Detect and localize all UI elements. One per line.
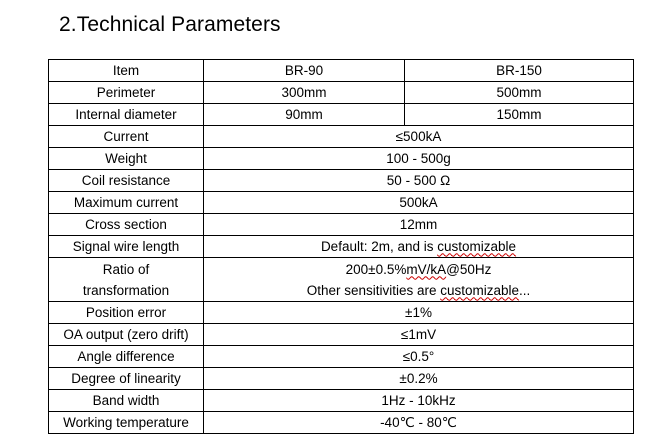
value-text: ... bbox=[519, 282, 531, 298]
label-line: transformation bbox=[82, 282, 170, 298]
value-text: Other sensitivities are bbox=[306, 282, 441, 298]
table-row bbox=[49, 104, 634, 126]
value-line bbox=[204, 280, 633, 301]
table-row bbox=[49, 302, 634, 324]
spellcheck-word: customizable bbox=[440, 282, 520, 298]
row-label: Signal wire length bbox=[49, 236, 204, 258]
value-line bbox=[204, 259, 633, 280]
row-value: 1Hz - 10kHz bbox=[204, 390, 634, 412]
table-header-row bbox=[49, 60, 634, 82]
row-label: Current bbox=[49, 126, 204, 148]
table-row bbox=[49, 390, 634, 412]
row-value: ≤0.5° bbox=[204, 346, 634, 368]
table-row bbox=[49, 170, 634, 192]
technical-parameters-table bbox=[48, 59, 634, 434]
row-label: Angle difference bbox=[49, 346, 204, 368]
table-row bbox=[49, 258, 634, 302]
table-row bbox=[49, 324, 634, 346]
table-row bbox=[49, 368, 634, 390]
row-label: Perimeter bbox=[49, 82, 204, 104]
row-value bbox=[204, 258, 634, 302]
header-br150: BR-150 bbox=[405, 60, 634, 82]
row-value-br90: 300mm bbox=[204, 82, 405, 104]
row-value: 100 - 500g bbox=[204, 148, 634, 170]
row-value: 12mm bbox=[204, 214, 634, 236]
row-value: ±1% bbox=[204, 302, 634, 324]
value-text: Default: 2m, and is bbox=[320, 238, 438, 254]
label-line: Ratio of bbox=[102, 261, 150, 277]
header-br90: BR-90 bbox=[204, 60, 405, 82]
row-label bbox=[49, 258, 204, 302]
row-value: ≤1mV bbox=[204, 324, 634, 346]
row-label: Weight bbox=[49, 148, 204, 170]
table-row bbox=[49, 346, 634, 368]
row-label: Working temperature bbox=[49, 412, 204, 434]
row-label: OA output (zero drift) bbox=[49, 324, 204, 346]
row-value: 500kA bbox=[204, 192, 634, 214]
row-value: ±0.2% bbox=[204, 368, 634, 390]
spellcheck-word: mV/kA bbox=[406, 261, 447, 277]
row-value bbox=[204, 236, 634, 258]
table-row bbox=[49, 82, 634, 104]
row-value: ≤500kA bbox=[204, 126, 634, 148]
row-label: Coil resistance bbox=[49, 170, 204, 192]
row-label: Cross section bbox=[49, 214, 204, 236]
value-text: @50Hz bbox=[446, 261, 492, 277]
row-label: Maximum current bbox=[49, 192, 204, 214]
row-value-br150: 500mm bbox=[405, 82, 634, 104]
row-label: Position error bbox=[49, 302, 204, 324]
row-label: Degree of linearity bbox=[49, 368, 204, 390]
page-title: 2.Technical Parameters bbox=[59, 13, 281, 36]
table-row bbox=[49, 412, 634, 434]
table-row bbox=[49, 236, 634, 258]
row-value: 50 - 500 Ω bbox=[204, 170, 634, 192]
header-item: Item bbox=[49, 60, 204, 82]
row-label: Band width bbox=[49, 390, 204, 412]
spellcheck-word: customizable bbox=[437, 238, 517, 254]
row-label: Internal diameter bbox=[49, 104, 204, 126]
table-row bbox=[49, 214, 634, 236]
table-row bbox=[49, 192, 634, 214]
table-row bbox=[49, 126, 634, 148]
row-value-br150: 150mm bbox=[405, 104, 634, 126]
row-value: -40℃ - 80℃ bbox=[204, 412, 634, 434]
row-value-br90: 90mm bbox=[204, 104, 405, 126]
value-text: 200±0.5% bbox=[345, 261, 407, 277]
table-row bbox=[49, 148, 634, 170]
